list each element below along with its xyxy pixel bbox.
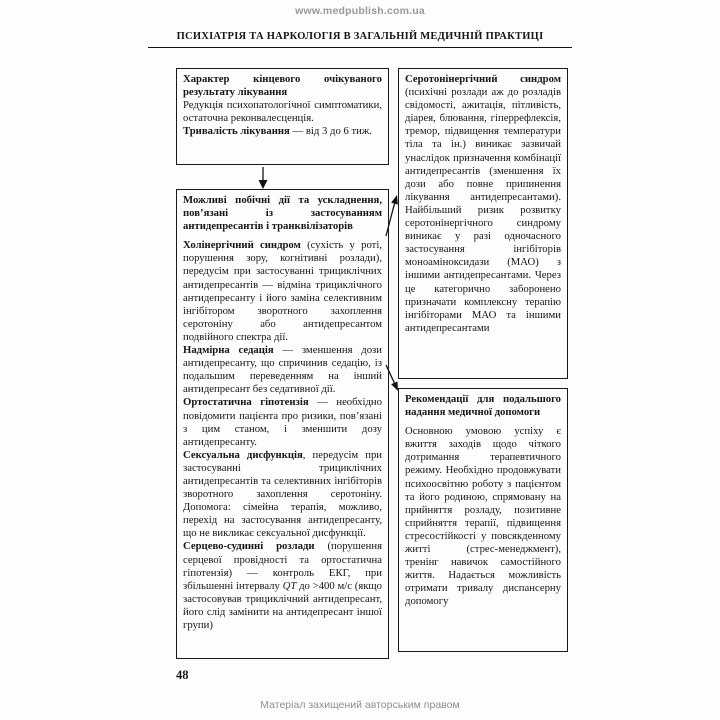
paragraph [183,540,382,632]
side-effects-box [176,189,389,659]
text-run: Основною умовою успіху є вжиття заходів щодо чіткого дотримання терапевтичного режиму. Необхідно продовжувати психоосвітню роботу з пацієнтом та його родиною, спрямовану на прийняття розладу, позитивне сприйняття терапії, підвищення стресостійкості у повсякденному житті (стрес-менеджмент), тренінг навичок самостійного життя. Надається можливість отримати тривалу диспансерну допомогу [405,425,561,608]
paragraph [183,99,382,125]
bold-run: Сексуальна дисфункція [183,448,303,461]
bold-run: Рекомендації для подальшого надання медичної допомоги [405,393,561,419]
page-number: 48 [176,668,189,682]
paragraph [183,73,382,99]
publisher-url: www.medpublish.com.ua [295,5,425,17]
serotonin-syndrome-box [398,68,568,379]
bold-run: Серцево-судинні розлади [183,540,315,553]
text-run: до >400 м/с (якщо застосовував трициклічний антидепресант, його слід замінити на антидепресант іншої групи) [183,579,382,631]
bold-run: Серотонінергічний синдром [405,73,561,85]
bold-run: Надмірна седація [183,344,274,357]
expected-result-box [176,68,389,165]
recommendations-box [398,388,568,652]
bold-run: Характер кінцевого очікуваного результату лікування [183,73,382,99]
text-run: (психічні розлади аж до розладів свідомості, ажитація, пітливість, діарея, блювання, гіперрефлексія, тремор, підвищення температури тіла та ін.) виникає зазвичай унаслідок призначення комбінації антидепресантів (зменшення їх дози або повне припинення лікування антидепресантами). Найбільший ризик розвитку серотонінергічного синдрому виникає у разі одночасного застосування інгібіторів моноаміноксидази (МАО) з іншими антидепресантами. Через це категорично заборонено призначати комплексну терапію інгібіторами МАО та іншими антидепресантами [405,86,561,334]
paragraph [405,393,561,419]
copyright-note: Матеріал захищений авторським правом [260,699,460,711]
down-arrow-icon [255,166,271,190]
bold-run: Тривалість лікування [183,125,290,138]
paragraph [183,239,382,344]
paragraph [183,396,382,448]
text-run: (порушення серцевої провідності та ортостатична гіпотензія) — контроль ЕКГ, при збільшенні інтервалу [183,540,382,592]
bold-run: Холінергічний синдром [183,239,301,252]
text-run: (сухість у роті, порушення зору, когнітивні розлади), передусім при застосуванні трициклічних антидепресантів — відміна трициклічного антидепресанту і його заміна селективним інгібітором зворотного захоплення серотоніну або антидепресантом подвійного спектра дії. [183,239,382,343]
paragraph [183,125,382,138]
paragraph [405,425,561,608]
bold-run: Ортостатична гіпотензія [183,396,309,409]
paragraph [405,73,561,335]
paragraph [183,449,382,541]
text-run: — від 3 до 6 тиж. [289,125,372,138]
text-run: Редукція психопатологічної симптоматики, остаточна реконвалесценція. [183,99,382,125]
paragraph [183,194,382,233]
text-run: — зменшення дози антидепресанту, що спричинив седацію, із подальшим переведенням на інший антидепресант без седативної дії. [183,344,382,396]
bold-run: Можливі побічні дії та ускладнення, пов’язані із застосуванням антидепресантів і транквілізаторів [183,194,382,233]
chapter-header: ПСИХІАТРІЯ ТА НАРКОЛОГІЯ В ЗАГАЛЬНІЙ МЕДИЧНІЙ ПРАКТИЦІ [148,31,572,48]
text-run: QT [282,579,297,592]
paragraph [183,344,382,396]
text-run: — необхідно повідомити пацієнта про ризики, пов’язані з цим станом, і зменшити дозу антидепресанту. [183,396,382,448]
text-run: , передусім при застосуванні трициклічних антидепресантів та селективних інгібіторів зворотного захоплення серотоніну. Допомога: сімейна терапія, можливо, перехід на застосування антидепресанту, що не викликає сексуальної дисфункції. [183,448,383,540]
